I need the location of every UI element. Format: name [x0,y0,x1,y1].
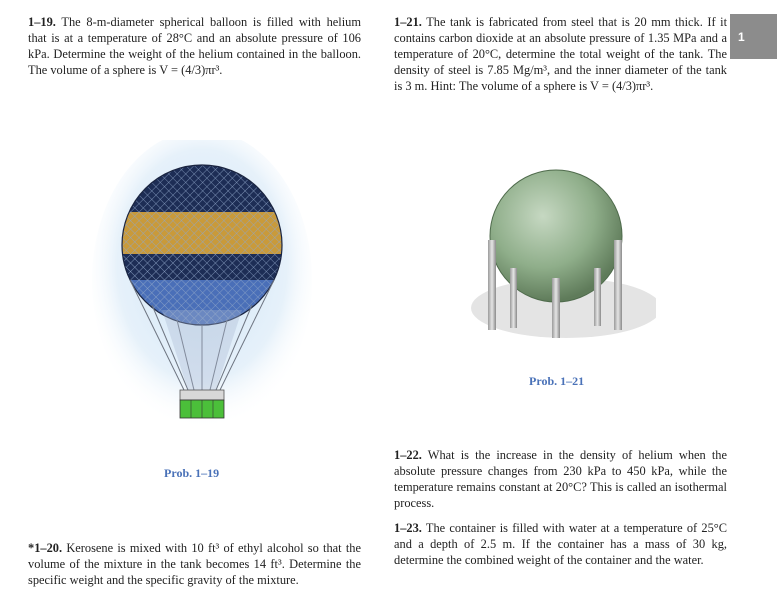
figure-caption-1-21: Prob. 1–21 [529,374,585,388]
tank-figure [466,168,656,348]
problem-text: The 8-m-diameter spherical balloon is filled with helium that is at a temperature of 28°C and an absolute pressure of 106 kPa. Determine the weight of the helium contained in the balloon. The volume of a sphere is V = (4/3)πr³. [28,15,361,77]
problem-number: 1–23. [394,521,422,535]
problem-1-20 [28,540,361,588]
problem-number: 1–21. [394,15,422,29]
problem-text: The tank is fabricated from steel that is 20 mm thick. If it contains carbon dioxide at an absolute pressure of 1.35 MPa and a temperature of 20°C, determine the total weight of the tank. The density of steel is 7.85 Mg/m³, and the inner diameter of the tank is 3 m. Hint: The volume of a sphere is V = (4/3)πr³. [394,15,728,93]
problem-text: Kerosene is mixed with 10 ft³ of ethyl alcohol so that the volume of the mixture in the tank becomes 14 ft³. Determine the specific weight and the specific gravity of the mixture. [28,541,361,587]
balloon-basket [180,390,224,418]
problem-number: 1–22. [394,448,422,462]
figure-caption-1-19: Prob. 1–19 [164,466,220,480]
problem-number: *1–20. [28,541,63,555]
problem-text: What is the increase in the density of helium when the absolute pressure changes from 230 kPa to 450 kPa, while the temperature remains constant at 20°C? This is called an isothermal process. [394,448,727,510]
balloon-figure [92,140,312,460]
problem-1-21 [394,14,727,94]
problem-number: 1–19. [28,15,56,29]
problem-text: The container is filled with water at a temperature of 25°C and a depth of 2.5 m. If the container has a mass of 30 kg, determine the combined weight of the container and the water. [394,521,728,567]
problem-1-23 [394,520,727,568]
chapter-tab: 1 [730,14,777,59]
problem-1-19 [28,14,361,78]
problem-1-22 [394,447,727,511]
